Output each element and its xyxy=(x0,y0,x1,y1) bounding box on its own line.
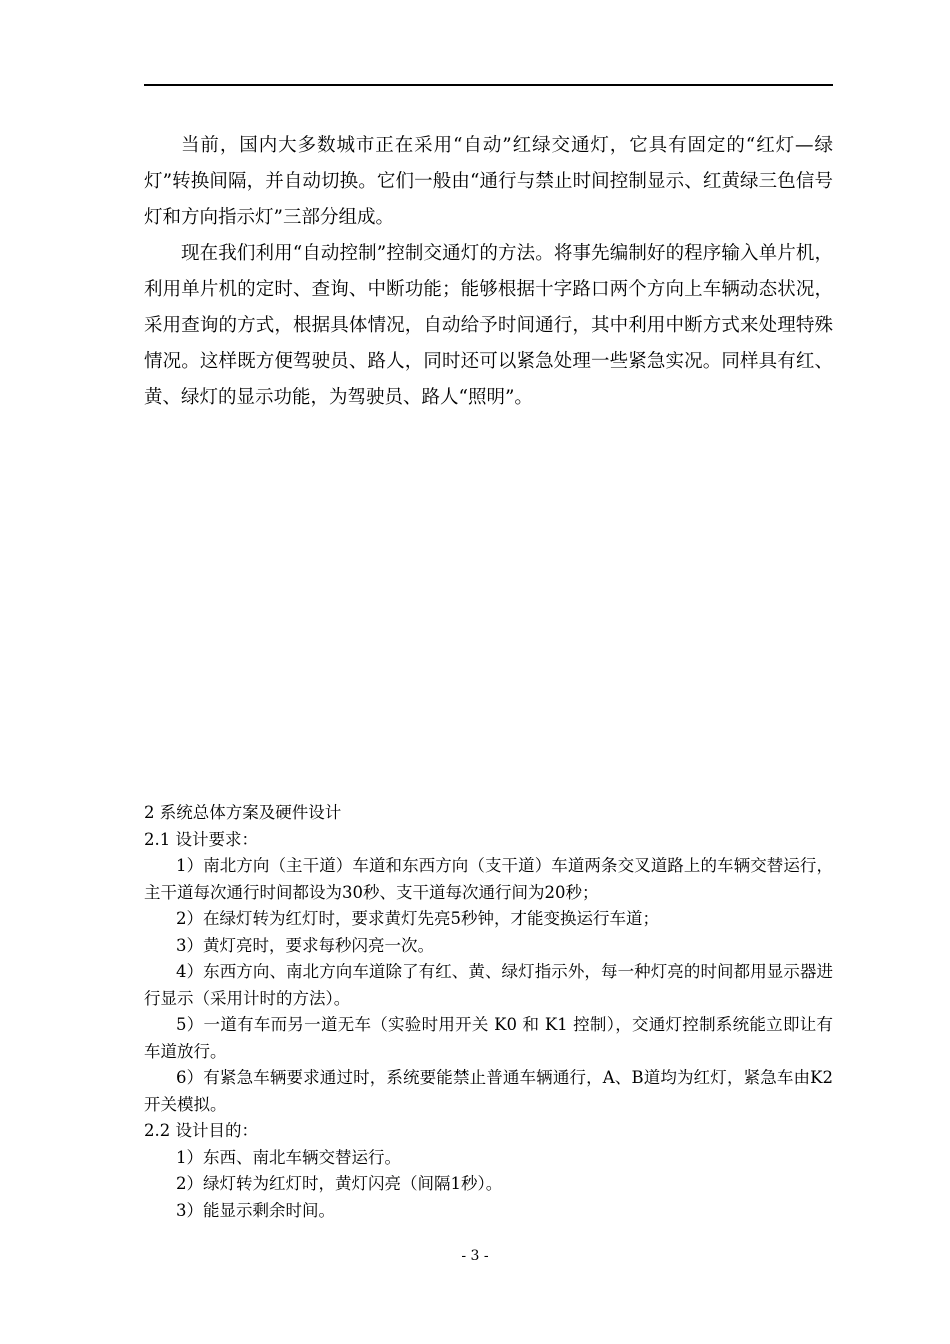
intro-paragraph-2: 现在我们利用“自动控制”控制交通灯的方法。将事先编制好的程序输入单片机，利用单片机的定时、查询、中断功能；能够根据十字路口两个方向上车辆动态状况，采用查询的方式，根据具体情况，自动给予时间通行，其中利用中断方式来处理特殊情况。这样既方便驾驶员、路人，同时还可以紧急处理一些紧急实况。同样具有红、黄、绿灯的显示功能，为驾驶员、路人“照明”。 xyxy=(144,243,833,408)
requirement-item-6: 6）有紧急车辆要求通过时，系统要能禁止普通车辆通行，A、B道均为红灯，紧急车由K2 开关模拟。 xyxy=(144,1068,833,1114)
header-rule xyxy=(144,84,833,86)
requirement-item-4: 4）东西方向、南北方向车道除了有红、黄、绿灯指示外，每一种灯亮的时间都用显示器进行显示（采用计时的方法）。 xyxy=(144,962,833,1008)
requirement-item-5: 5）一道有车而另一道无车（实验时用开关 K0 和 K1 控制），交通灯控制系统能立即让有车道放行。 xyxy=(144,1015,833,1061)
goals-heading: 2.2 设计目的： xyxy=(144,1121,258,1140)
requirement-item-1: 1）南北方向（主干道）车道和东西方向（支干道）车道两条交叉道路上的车辆交替运行，主干道每次通行时间都设为30秒、支干道每次通行间为20秒； xyxy=(144,856,833,902)
requirements-heading: 2.1 设计要求： xyxy=(144,829,258,849)
intro-paragraph-1: 当前，国内大多数城市正在采用“自动”红绿交通灯，它具有固定的“红灯—绿灯”转换间隔，并自动切换。它们一般由“通行与禁止时间控制显示、红黄绿三色信号灯和方向指示灯”三部分组成。 xyxy=(144,135,833,228)
goal-item-1: 1）东西、南北车辆交替运行。 xyxy=(176,1147,401,1167)
section-title: 2 系统总体方案及硬件设计 xyxy=(144,803,342,822)
section-2 xyxy=(144,800,833,1224)
goal-item-3: 3）能显示剩余时间。 xyxy=(176,1200,335,1220)
intro-text xyxy=(144,128,833,416)
requirement-item-2: 2）在绿灯转为红灯时，要求黄灯先亮5秒钟，才能变换运行车道； xyxy=(176,909,659,928)
requirement-item-3: 3）黄灯亮时，要求每秒闪亮一次。 xyxy=(176,935,434,955)
page-number: - 3 - xyxy=(461,1248,489,1264)
goal-item-2: 2）绿灯转为红灯时，黄灯闪亮（间隔1秒）。 xyxy=(176,1174,503,1193)
